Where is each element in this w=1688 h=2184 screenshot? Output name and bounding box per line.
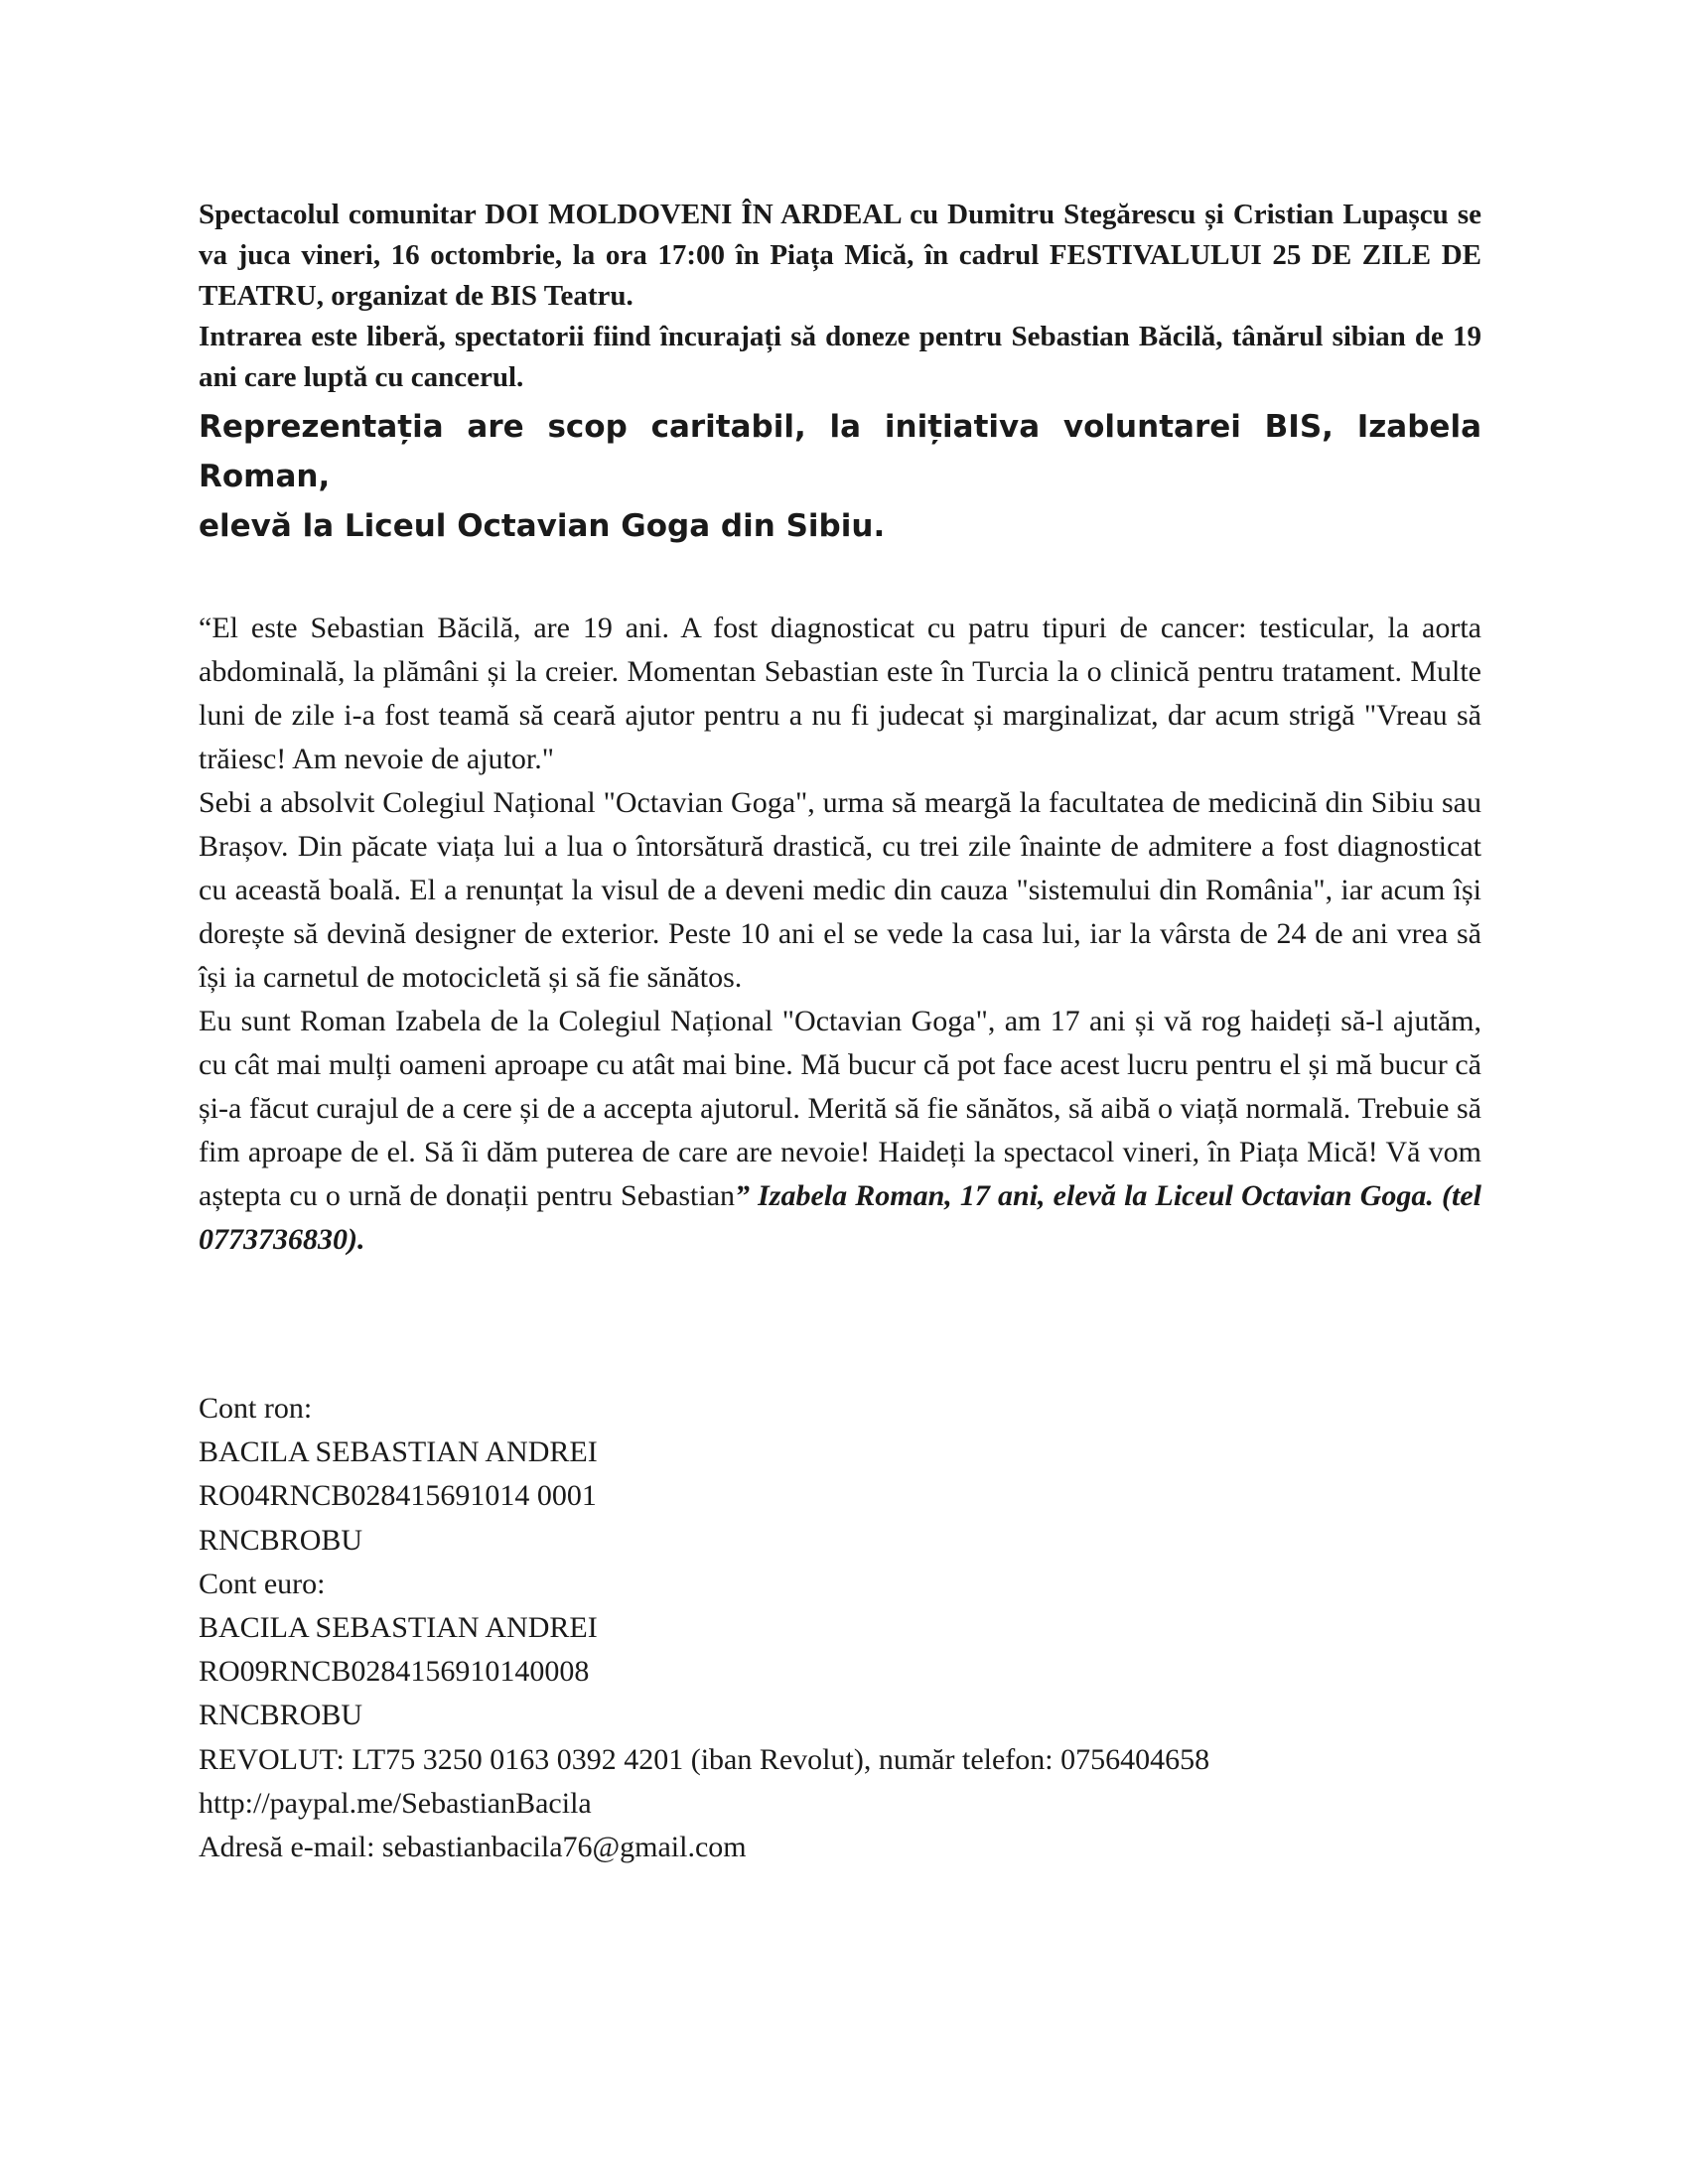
euro-account-holder: BACILA SEBASTIAN ANDREI bbox=[199, 1611, 598, 1645]
email-address: Adresă e-mail: sebastianbacila76@gmail.com bbox=[199, 1831, 747, 1864]
ron-account-iban: RO04RNCB028415691014 0001 bbox=[199, 1479, 597, 1513]
ron-account-swift: RNCBROBU bbox=[199, 1523, 363, 1557]
event-announcement: Spectacolul comunitar DOI MOLDOVENI ÎN ARDEAL cu Dumitru Stegărescu și Cristian Lupașcu se va juca vineri, 16 octombrie, la ora 17:00 în Piața Mică, în cadrul FESTIVALULUI 25 DE ZILE DE TEATRU, organizat de BIS Teatru. bbox=[199, 199, 1481, 312]
quote-paragraph-1: “El este Sebastian Băcilă, are 19 ani. A fost diagnosticat cu patru tipuri de cancer: testicular, la aorta abdominală, la plămâni și la creier. Momentan Sebastian este în Turcia la o clinică pentru tratament. Multe luni de zile i-a fost teamă să ceară ajutor pentru a nu fi judecat și marginalizat, dar acum strigă "Vreau să trăiesc! Am nevoie de ajutor." bbox=[199, 612, 1481, 775]
paypal-link[interactable]: http://paypal.me/SebastianBacila bbox=[199, 1786, 592, 1820]
donation-accounts bbox=[199, 1387, 1481, 1869]
intro-section bbox=[199, 195, 1481, 398]
revolut-details: REVOLUT: LT75 3250 0163 0392 4201 (iban Revolut), număr telefon: 0756404658 bbox=[199, 1742, 1210, 1776]
euro-account-swift: RNCBROBU bbox=[199, 1699, 363, 1732]
ron-account-holder: BACILA SEBASTIAN ANDREI bbox=[199, 1435, 598, 1469]
document-page bbox=[199, 195, 1481, 1869]
quote-paragraph-2: Sebi a absolvit Colegiul Național "Octavian Goga", urma să meargă la facultatea de medicină din Sibiu sau Brașov. Din păcate viața lui a lua o întorsătură drastică, cu trei zile înainte de admitere a fost diagnosticat cu această boală. El a renunțat la visul de a deveni medic din cauza "sistemului din România", iar acum își dorește să devină designer de exterior. Peste 10 ani el se vede la casa lui, iar la vârsta de 24 de ani vrea să își ia carnetul de motocicletă și să fie sănătos. bbox=[199, 786, 1481, 994]
euro-account-label: Cont euro: bbox=[199, 1567, 326, 1600]
euro-account-iban: RO09RNCB0284156910140008 bbox=[199, 1655, 590, 1689]
quote-paragraph-3-text: Eu sunt Roman Izabela de la Colegiul Național "Octavian Goga", am 17 ani și vă rog haideți să-l ajutăm, cu cât mai mulți oameni aproape cu atât mai bine. Mă bucur că pot face acest lucru pentru el și mă bucur că și-a făcut curajul de a cere și de a accepta ajutorul. Merită să fie sănătos, să aibă o viață normală. Trebuie să fim aproape de el. Să îi dăm puterea de care are nevoie! Haideți la spectacol vineri, în Piața Mică! Vă vom aștepta cu o urnă de donații pentru Sebastian bbox=[199, 1005, 1481, 1212]
quote-paragraph-3 bbox=[199, 1000, 1481, 1262]
entry-announcement: Intrarea este liberă, spectatorii fiind încurajați să doneze pentru Sebastian Băcilă, tânărul sibian de 19 ani care luptă cu cancerul. bbox=[199, 321, 1481, 393]
charity-lead-line-1: Reprezentația are scop caritabil, la inițiativa voluntarei BIS, Izabela Roman, bbox=[199, 409, 1481, 494]
charity-lead-line-2: elevă la Liceul Octavian Goga din Sibiu. bbox=[199, 508, 886, 544]
charity-lead bbox=[199, 402, 1481, 551]
quote-signature: ” Izabela Roman, 17 ani, elevă la Liceul Octavian Goga. (tel 0773736830). bbox=[199, 1179, 1481, 1256]
volunteer-quote bbox=[199, 607, 1481, 1262]
ron-account-label: Cont ron: bbox=[199, 1392, 313, 1425]
